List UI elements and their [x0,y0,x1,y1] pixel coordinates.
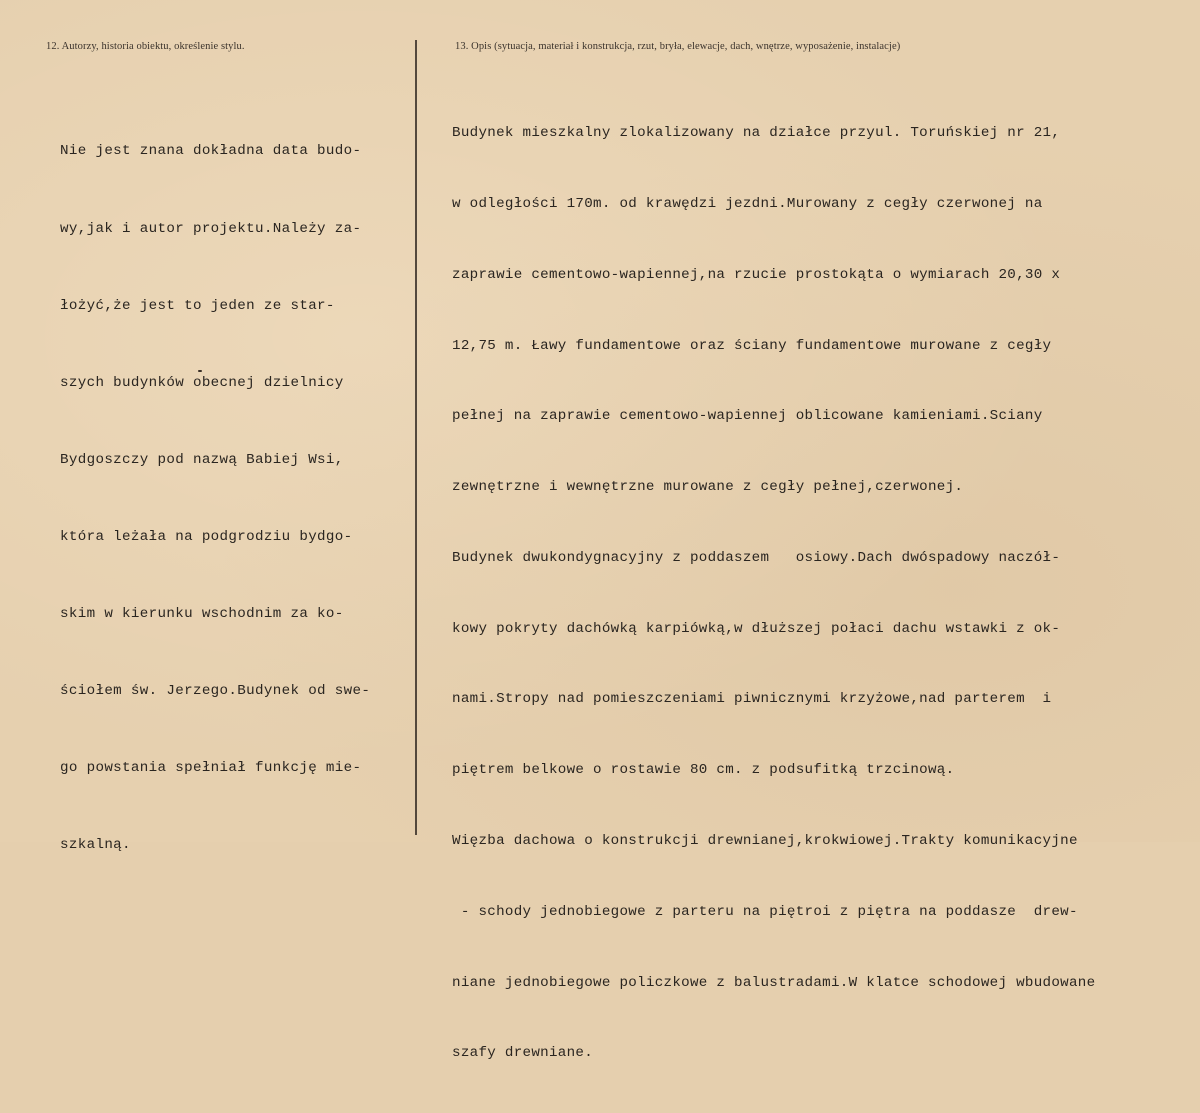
description-line: piętrem belkowe o rostawie 80 cm. z podsufitką trzcinową. [452,762,955,779]
history-line: skim w kierunku wschodnim za ko- [60,606,344,623]
history-line: go powstania spełniał funkcję mie- [60,760,362,777]
section-13-heading: 13. Opis (sytuacja, materiał i konstrukcja, rzut, bryła, elewacje, dach, wnętrze, wyposażenie, instalacje) [455,41,901,52]
history-line: wy,jak i autor projektu.Należy za- [60,220,362,237]
description-line: Budynek mieszkalny zlokalizowany na działce przyul. Toruńskiej nr 21, [452,125,1061,142]
description-line: Budynek dwukondygnacyjny z poddaszem osiowy.Dach dwóspadowy naczół- [452,549,1061,566]
history-line: ściołem św. Jerzego.Budynek od swe- [60,683,371,700]
description-line: kowy pokryty dachówką karpiówką,w dłuższej połaci dachu wstawki z ok- [452,620,1061,637]
history-line: Bydgoszczy pod nazwą Babiej Wsi, [60,451,344,468]
description-line: niane jednobiegowe policzkowe z balustradami.W klatce schodowej wbudowane [452,974,1096,991]
section-12-heading: 12. Autorzy, historia obiektu, określenie stylu. [46,41,245,52]
description-line: 12,75 m. Ławy fundamentowe oraz ściany fundamentowe murowane z cegły [452,337,1052,354]
description-line: szafy drewniane. [452,1045,594,1062]
description-line: Więzba dachowa o konstrukcji drewnianej,krokwiowej.Trakty komunikacyjne [452,833,1078,849]
history-line: łożyć,że jest to jeden ze star- [60,297,335,314]
history-text-block [60,88,370,911]
description-line: zewnętrzne i wewnętrzne murowane z cegły pełnej,czerwonej. [452,479,964,496]
description-line: nami.Stropy nad pomieszczeniami piwnicznymi krzyżowe,nad parterem i [452,691,1052,708]
history-line: Nie jest znana dokładna data budo- [60,143,362,160]
description-line: pełnej na zaprawie cementowo-wapiennej oblicowane kamieniami.Sciany [452,408,1043,425]
column-divider [415,40,417,835]
description-line: w odległości 170m. od krawędzi jezdni.Murowany z cegły czerwonej na [452,195,1043,212]
ink-speck [198,370,202,372]
history-line: która leżała na podgrodziu bydgo- [60,528,353,545]
description-line: zaprawie cementowo-wapiennej,na rzucie prostokąta o wymiarach 20,30 x [452,266,1061,283]
history-line: szkalną. [60,837,131,854]
description-line: - schody jednobiegowe z parteru na piętroi z piętra na poddasze drew- [452,903,1078,920]
description-text-block [452,75,1095,1113]
history-line: szych budynków obecnej dzielnicy [60,374,344,391]
